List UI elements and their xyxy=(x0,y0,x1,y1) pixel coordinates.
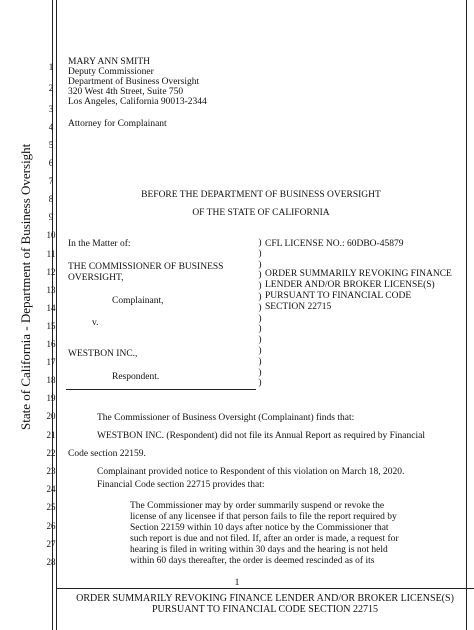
caption-versus: v. xyxy=(92,318,99,328)
caption-paren: ) xyxy=(258,259,262,270)
caption-paren: ) xyxy=(258,302,262,313)
order-title-line3: PURSUANT TO FINANCIAL CODE xyxy=(265,291,412,301)
line-number: 19 xyxy=(46,393,56,403)
line-number: 10 xyxy=(46,230,56,240)
footer-title-line1: ORDER SUMMARILY REVOKING FINANCE LENDER AND/OR BROKER LICENSE(S) xyxy=(76,593,454,604)
footer-rule xyxy=(56,588,474,589)
line-number: 12 xyxy=(46,267,56,277)
page-number: 1 xyxy=(234,578,240,588)
line-number: 21 xyxy=(46,430,56,440)
footer-title-line2: PURSUANT TO FINANCIAL CODE SECTION 22715 xyxy=(151,604,379,615)
line-number: 22 xyxy=(46,448,56,458)
attorney-address-line2: Los Angeles, California 90013-2344 xyxy=(68,97,207,107)
caption-paren: ) xyxy=(258,281,262,292)
line-number: 7 xyxy=(48,176,54,186)
line-number: 18 xyxy=(46,375,56,385)
line-number: 6 xyxy=(48,158,54,168)
agency-heading-line1: BEFORE THE DEPARTMENT OF BUSINESS OVERSIGHT xyxy=(141,190,381,200)
caption-complainant-role: Complainant, xyxy=(112,296,164,306)
order-title-line4: SECTION 22715 xyxy=(265,302,332,312)
caption-party2: WESTBON INC., xyxy=(68,349,138,359)
caption-paren: ) xyxy=(258,346,262,356)
statute-quote: The Commissioner may by order summarily suspend or revoke the license of any licensee if that person fails to file the report required by Section 22159 within 10 days after notice by the Commissioner that such report is due and not filed. If, after an order is made, a request for hearing is filed in writing within 30 days and the hearing is not held within 60 days thereafter, the order is deemed rescinded as of its xyxy=(130,501,399,566)
line-number: 5 xyxy=(48,140,54,150)
caption-in-matter: In the Matter of: xyxy=(68,239,131,249)
body-paragraph-2-line1: WESTBON INC. (Respondent) did not file its Annual Report as required by Financial xyxy=(97,431,425,441)
order-title-line1: ORDER SUMMARILY REVOKING FINANCE xyxy=(265,269,452,279)
caption-respondent-role: Respondent. xyxy=(112,372,160,382)
caption-paren: ) xyxy=(258,248,262,259)
sidebar-department-text: State of California - Department of Business Oversight xyxy=(18,143,33,430)
attorney-address-line1: 320 West 4th Street, Suite 750 xyxy=(68,87,184,97)
attorney-title: Deputy Commissioner xyxy=(68,67,154,77)
caption-paren: ) xyxy=(258,324,262,335)
license-number: CFL LICENSE NO.: 60DBO-45879 xyxy=(265,239,404,249)
line-number: 4 xyxy=(48,122,54,132)
caption-paren: ) xyxy=(258,356,262,367)
line-number: 27 xyxy=(46,539,56,549)
caption-party1-line2: OVERSIGHT, xyxy=(68,273,124,283)
caption-paren: ) xyxy=(258,292,262,302)
line-number: 1 xyxy=(48,62,54,72)
caption-paren: ) xyxy=(258,313,262,324)
line-number: 17 xyxy=(46,357,56,367)
line-number: 11 xyxy=(46,249,56,259)
margin-rule-left-outer xyxy=(52,0,53,630)
line-number: 3 xyxy=(48,104,54,114)
caption-underline xyxy=(66,389,256,390)
line-number: 16 xyxy=(46,339,56,349)
footer-title xyxy=(56,593,474,615)
agency-heading-line2: OF THE STATE OF CALIFORNIA xyxy=(192,208,330,218)
margin-rule-right xyxy=(466,0,467,630)
line-number: 23 xyxy=(46,466,56,476)
margin-rule-left-inner xyxy=(56,0,57,630)
caption-paren: ) xyxy=(258,367,262,378)
attorney-name: MARY ANN SMITH xyxy=(68,57,150,67)
body-paragraph-3-line2: Financial Code section 22715 provides that: xyxy=(97,480,265,490)
line-number: 24 xyxy=(46,484,56,494)
attorney-for: Attorney for Complainant xyxy=(68,119,167,129)
caption-paren: ) xyxy=(258,238,262,248)
body-paragraph-3-line1: Complainant provided notice to Respondent of this violation on March 18, 2020. xyxy=(97,467,405,477)
line-number: 13 xyxy=(46,285,56,295)
line-number: 9 xyxy=(48,212,54,222)
body-paragraph-2-line2: Code section 22159. xyxy=(68,449,146,459)
caption-paren: ) xyxy=(258,378,262,389)
line-number: 8 xyxy=(48,194,54,204)
line-number: 14 xyxy=(46,303,56,313)
line-number: 15 xyxy=(46,321,56,331)
caption-paren: ) xyxy=(258,335,262,346)
line-number: 20 xyxy=(46,411,56,421)
order-title-line2: LENDER AND/OR BROKER LICENSE(S) xyxy=(265,280,435,290)
attorney-department: Department of Business Oversight xyxy=(68,77,200,87)
line-number: 26 xyxy=(46,521,56,531)
caption-party1-line1: THE COMMISSIONER OF BUSINESS xyxy=(68,262,224,272)
line-number: 28 xyxy=(46,557,56,567)
line-number: 2 xyxy=(48,83,54,93)
body-paragraph-1: The Commissioner of Business Oversight (Complainant) finds that: xyxy=(97,413,355,423)
caption-paren: ) xyxy=(258,270,262,281)
line-number: 25 xyxy=(46,502,56,512)
